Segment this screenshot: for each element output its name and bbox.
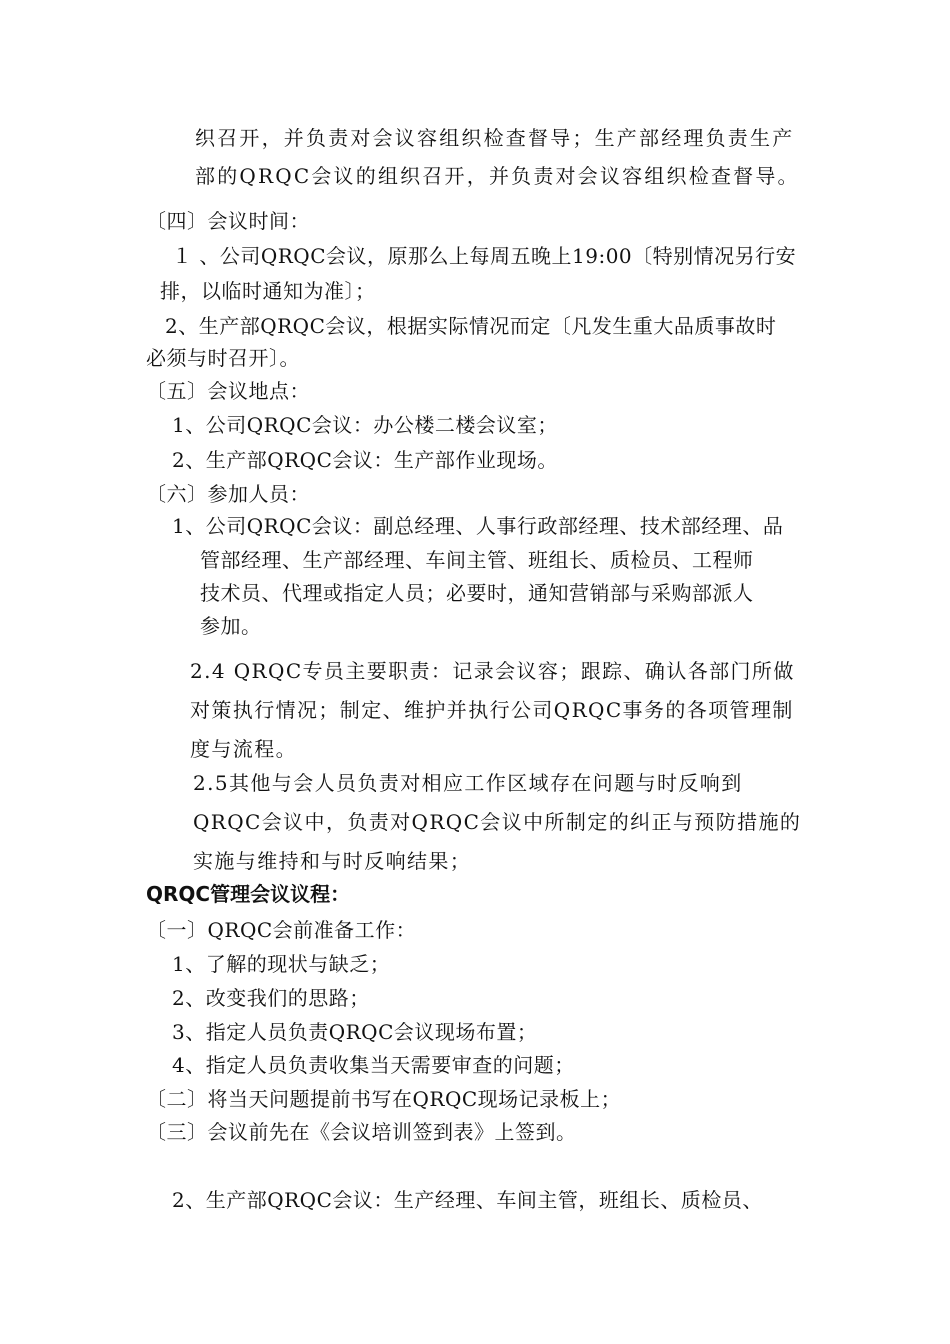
section-heading: 〔六〕参加人员： — [146, 482, 310, 506]
text-line: 实施与维持和与时反响结果； — [193, 849, 472, 873]
text-line: 对策执行情况；制定、维护并执行公司QRQC事务的各项管理制 — [190, 698, 794, 722]
section-heading: 〔一〕QRQC会前准备工作： — [146, 918, 417, 942]
text-line: 2.4 QRQC专员主要职责：记录会议容；跟踪、确认各部门所做 — [190, 659, 795, 683]
agenda-title: QRQC管理会议议程： — [146, 882, 351, 906]
text-line: QRQC会议中，负责对QRQC会议中所制定的纠正与预防措施的 — [193, 810, 802, 834]
text-line: 度与流程。 — [190, 737, 297, 761]
text-line: １ 、公司QRQC会议，原那么上每周五晚上19:00〔特别情况另行安 — [172, 244, 797, 268]
section-heading: 〔五〕会议地点： — [146, 379, 310, 403]
text-line: 参加。 — [200, 614, 262, 638]
section-heading: 〔二〕将当天问题提前书写在QRQC现场记录板上； — [146, 1087, 622, 1111]
text-line: 1、公司QRQC会议：办公楼二楼会议室； — [172, 413, 558, 437]
text-line: 2、生产部QRQC会议，根据实际情况而定〔凡发生重大品质事故时 — [165, 314, 777, 338]
text-line: 排，以临时通知为准〕； — [160, 279, 376, 303]
text-line: 2、生产部QRQC会议：生产部作业现场。 — [172, 448, 558, 472]
text-line: 织召开，并负责对会议容组织检查督导；生产部经理负责生产 — [195, 126, 795, 150]
list-item: 1、了解的现状与缺乏； — [172, 952, 391, 976]
list-item: 2、改变我们的思路； — [172, 986, 370, 1010]
text-line: 技术员、代理或指定人员；必要时，通知营销部与采购部派人 — [200, 581, 754, 605]
list-item: 4、指定人员负责收集当天需要审查的问题； — [172, 1053, 575, 1077]
section-heading: 〔三〕会议前先在《会议培训签到表》上签到。 — [146, 1120, 577, 1144]
text-line: 1、公司QRQC会议：副总经理、人事行政部经理、技术部经理、品 — [172, 514, 784, 538]
text-line: 必须与时召开〕。 — [146, 346, 300, 370]
list-item: 3、指定人员负责QRQC会议现场布置； — [172, 1020, 538, 1044]
text-line: 2.5其他与会人员负责对相应工作区域存在问题与时反响到 — [193, 771, 743, 795]
text-line: 部的QRQC会议的组织召开，并负责对会议容组织检查督导。 — [195, 164, 800, 188]
text-line: 管部经理、生产部经理、车间主管、班组长、质检员、工程师 — [200, 548, 754, 572]
text-line: 2、生产部QRQC会议：生产经理、车间主管，班组长、质检员、 — [172, 1188, 763, 1212]
section-heading: 〔四〕会议时间： — [146, 209, 310, 233]
